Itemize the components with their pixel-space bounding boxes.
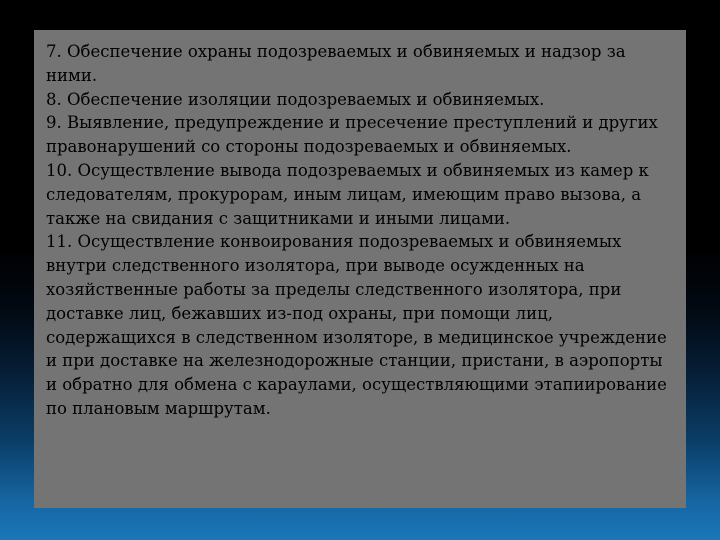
list-item-11: 11. Осуществление конвоирования подозреваемых и обвиняемых внутри следственного изолятора, при выводе осужденных на хозяйственные работы за пределы следственного изолятора, при доставке лиц, бежавших из-под охраны, при помощи лиц, содержащихся в следственном изоляторе, в медицинское учреждение и при доставке на железнодорожные станции, пристани, в аэропорты и обратно для обмена с караулами, осуществляющими этапиирование по плановым маршрутам. xyxy=(46,232,667,418)
list-item-9: 9. Выявление, предупреждение и пресечение преступлений и других правонарушений со стороны подозреваемых и обвиняемых. xyxy=(46,113,658,157)
list-item-8: 8. Обеспечение изоляции подозреваемых и обвиняемых. xyxy=(46,89,545,109)
list-item-10: 10. Осуществление вывода подозреваемых и обвиняемых из камер к следователям, прокурорам, иным лицам, имеющим право вызова, а также на свидания с защитниками и иными лицами. xyxy=(46,160,649,228)
duties-list xyxy=(46,40,676,421)
list-item-7: 7. Обеспечение охраны подозреваемых и обвиняемых и надзор за ними. xyxy=(46,42,626,85)
content-panel xyxy=(34,30,686,508)
